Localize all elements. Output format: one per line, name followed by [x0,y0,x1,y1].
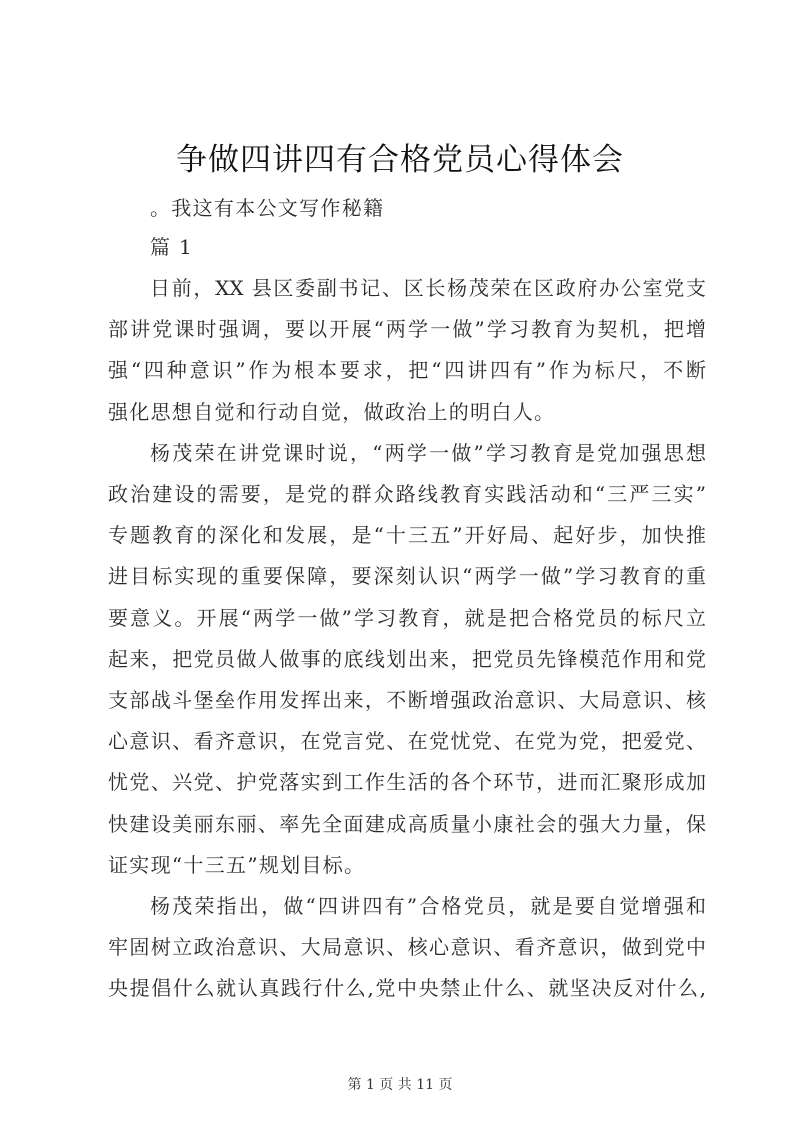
paragraph-line: 强化思想自觉和行动自觉，做政治上的明白人。 [108,400,556,424]
paragraph-line: 部讲党课时强调，要以开展“两学一做”学习教育为契机，把增 [108,317,706,341]
paragraph-line: 日前，XX 县区委副书记、区长杨茂荣在区政府办公室党支 [150,276,706,300]
paragraph-line: 央提倡什么就认真践行什么,党中央禁止什么、就坚决反对什么, [108,976,706,1000]
paragraph-line: 起来，把党员做人做事的底线划出来，把党员先锋模范作用和党 [108,647,706,671]
paragraph-line: 杨茂荣指出，做“四讲四有”合格党员，就是要自觉增强和 [150,894,706,918]
paragraph-line: 政治建设的需要，是党的群众路线教育实践活动和“三严三实” [108,482,706,506]
paragraph-line: 要意义。开展“两学一做”学习教育，就是把合格党员的标尺立 [108,606,706,630]
paragraph-line: 进目标实现的重要保障，要深刻认识“两学一做”学习教育的重 [108,564,706,588]
paragraph-line: 杨茂荣在讲党课时说，“两学一做”学习教育是党加强思想 [150,441,706,465]
paragraph-line: 忧党、兴党、护党落实到工作生活的各个环节，进而汇聚形成加 [108,770,706,794]
intro-line: 。我这有本公文写作秘籍 [150,196,385,220]
section-heading: 篇 1 [150,235,193,259]
paragraph-line: 牢固树立政治意识、大局意识、核心意识、看齐意识，做到党中 [108,935,706,959]
paragraph-line: 心意识、看齐意识，在党言党、在党忧党、在党为党，把爱党、 [108,729,706,753]
paragraph-line: 快建设美丽东丽、率先全面建成高质量小康社会的强大力量，保 [108,812,706,836]
paragraph-line: 强“四种意识”作为根本要求，把“四讲四有”作为标尺，不断 [108,358,706,382]
page-footer: 第 1 页 共 11 页 [347,1077,453,1093]
paragraph-line: 证实现“十三五”规划目标。 [108,853,366,877]
paragraph-line: 支部战斗堡垒作用发挥出来，不断增强政治意识、大局意识、核 [108,688,706,712]
paragraph-line: 专题教育的深化和发展，是“十三五”开好局、起好步，加快推 [108,523,706,547]
document-title: 争做四讲四有合格党员心得体会 [176,142,624,178]
